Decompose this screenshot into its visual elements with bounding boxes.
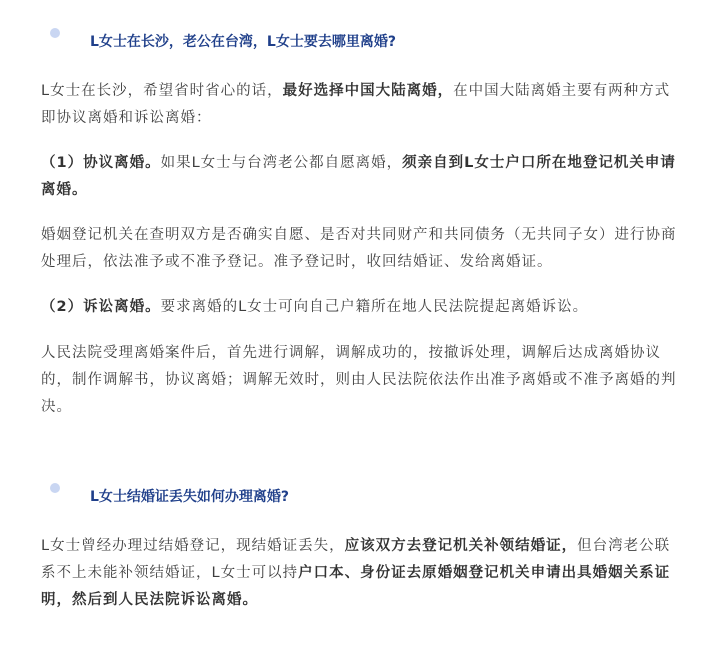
agreement-divorce-paragraph xyxy=(41,150,681,204)
section-title-1: L女士在长沙，老公在台湾，L女士要去哪里离婚? xyxy=(90,34,396,50)
litigation-divorce-detail: 人民法院受理离婚案件后，首先进行调解，调解成功的，按撤诉处理，调解后达成离婚协议的，制作调解书，协议离婚；调解无效时，则由人民法院依法作出准予离婚或不准予离婚的判决。 xyxy=(41,345,677,415)
item2-text-b: 要求离婚的L女士可向自己户籍所在地人民法院提起离婚诉讼。 xyxy=(160,299,589,315)
bullet-dot-icon xyxy=(50,483,60,493)
intro-paragraph xyxy=(41,78,681,132)
intro-text-a: L女士在长沙，希望省时省心的话， xyxy=(41,83,283,99)
section-heading-1 xyxy=(50,28,690,52)
lost-certificate-paragraph xyxy=(41,533,681,614)
agreement-divorce-detail: 婚姻登记机关在查明双方是否确实自愿、是否对共同财产和共同债务（无共同子女）进行协商处理后，依法准予或不准予登记。准予登记时，收回结婚证、发给离婚证。 xyxy=(41,227,677,270)
section-heading-2 xyxy=(50,483,690,507)
item2-text-a: （2）诉讼离婚。 xyxy=(41,299,161,315)
intro-text-b: 最好选择中国大陆离婚， xyxy=(282,83,454,99)
s2-text-b: 应该双方去登记机关补领结婚证， xyxy=(344,538,578,554)
item1-text-c: 须亲自到L女士户口所在地登记机关申请离婚。 xyxy=(41,155,676,198)
s2-text-c: 但台湾老公联系不上未能补领结婚证，L女士可以持 xyxy=(41,538,671,581)
litigation-divorce-paragraph xyxy=(41,294,681,321)
intro-text-c: 在中国大陆离婚主要有两种方式即协议离婚和诉讼离婚： xyxy=(41,83,671,126)
bullet-dot-icon xyxy=(50,28,60,38)
section-title-2: L女士结婚证丢失如何办理离婚? xyxy=(90,489,290,505)
item1-text-b: 如果L女士与台湾老公都自愿离婚， xyxy=(160,155,403,171)
s2-text-a: L女士曾经办理过结婚登记，现结婚证丢失， xyxy=(41,538,345,554)
item1-text-a: （1）协议离婚。 xyxy=(41,155,161,171)
s2-text-d: 户口本、身份证去原婚姻登记机关申请出具婚姻关系证明，然后到人民法院诉讼离婚。 xyxy=(41,565,671,608)
